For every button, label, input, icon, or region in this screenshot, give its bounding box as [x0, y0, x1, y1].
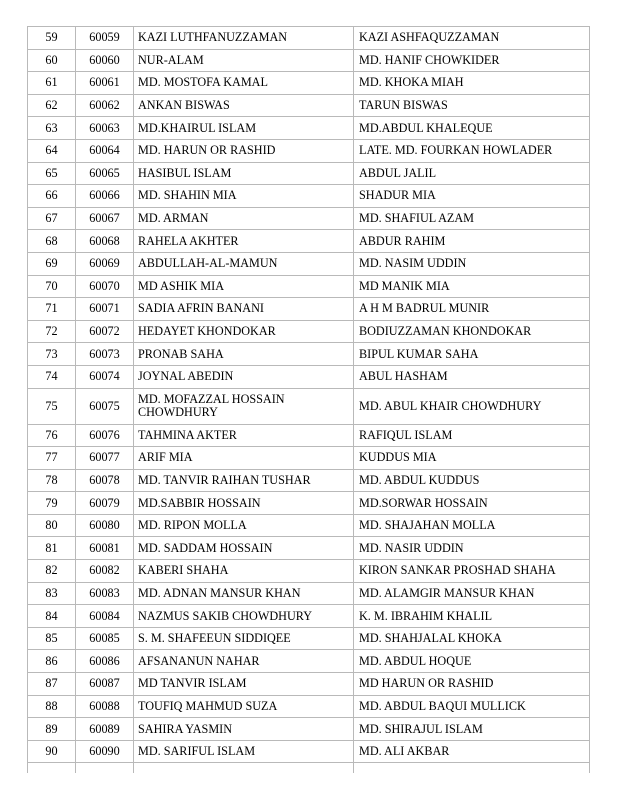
name-cell: MD. SARIFUL ISLAM [134, 740, 354, 763]
table-row-continuation [28, 763, 590, 773]
serial-cell: 60 [28, 49, 76, 72]
father-name-cell: MD. ABUL KHAIR CHOWDHURY [354, 388, 590, 424]
id-cell: 60089 [76, 718, 134, 741]
id-cell: 60090 [76, 740, 134, 763]
name-cell: RAHELA AKHTER [134, 230, 354, 253]
table-row [28, 560, 590, 583]
table-row [28, 740, 590, 763]
id-cell: 60065 [76, 162, 134, 185]
id-cell: 60062 [76, 94, 134, 117]
table-row [28, 650, 590, 673]
serial-cell: 85 [28, 627, 76, 650]
name-cell: MD.KHAIRUL ISLAM [134, 117, 354, 140]
serial-cell: 72 [28, 320, 76, 343]
serial-cell: 65 [28, 162, 76, 185]
father-name-cell: MD. NASIM UDDIN [354, 252, 590, 275]
name-cell: NAZMUS SAKIB CHOWDHURY [134, 605, 354, 628]
father-name-cell: MD. ABDUL BAQUI MULLICK [354, 695, 590, 718]
serial-cell: 82 [28, 560, 76, 583]
name-cell: MD. SHAHIN MIA [134, 185, 354, 208]
serial-cell: 69 [28, 252, 76, 275]
name-cell: HASIBUL ISLAM [134, 162, 354, 185]
name-cell: MD ASHIK MIA [134, 275, 354, 298]
name-cell: MD. SADDAM HOSSAIN [134, 537, 354, 560]
serial-cell: 66 [28, 185, 76, 208]
name-cell: JOYNAL ABEDIN [134, 365, 354, 388]
name-cell: TAHMINA AKTER [134, 424, 354, 447]
name-cell: ANKAN BISWAS [134, 94, 354, 117]
father-name-cell: K. M. IBRAHIM KHALIL [354, 605, 590, 628]
serial-cell: 77 [28, 447, 76, 470]
father-name-cell: MD HARUN OR RASHID [354, 673, 590, 696]
name-cell: S. M. SHAFEEUN SIDDIQEE [134, 627, 354, 650]
table-row [28, 252, 590, 275]
id-cell: 60086 [76, 650, 134, 673]
table-row [28, 185, 590, 208]
table-row [28, 424, 590, 447]
name-cell: MD. ADNAN MANSUR KHAN [134, 582, 354, 605]
id-cell: 60077 [76, 447, 134, 470]
father-name-cell: BODIUZZAMAN KHONDOKAR [354, 320, 590, 343]
serial-cell: 61 [28, 72, 76, 95]
father-name-cell: KIRON SANKAR PROSHAD SHAHA [354, 560, 590, 583]
name-cell: MD. HARUN OR RASHID [134, 139, 354, 162]
id-cell: 60063 [76, 117, 134, 140]
father-name-cell: MD. HANIF CHOWKIDER [354, 49, 590, 72]
father-name-cell: BIPUL KUMAR SAHA [354, 343, 590, 366]
serial-cell: 59 [28, 27, 76, 50]
serial-cell: 75 [28, 388, 76, 424]
table-row [28, 139, 590, 162]
table-row [28, 514, 590, 537]
name-cell: SADIA AFRIN BANANI [134, 298, 354, 321]
id-cell: 60081 [76, 537, 134, 560]
serial-cell: 70 [28, 275, 76, 298]
table-row [28, 207, 590, 230]
name-cell: MD. TANVIR RAIHAN TUSHAR [134, 469, 354, 492]
id-cell: 60083 [76, 582, 134, 605]
serial-cell: 76 [28, 424, 76, 447]
id-cell: 60079 [76, 492, 134, 515]
table-row [28, 162, 590, 185]
id-cell: 60059 [76, 27, 134, 50]
roster-table [27, 26, 590, 773]
serial-cell: 80 [28, 514, 76, 537]
father-name-cell: MD. SHIRAJUL ISLAM [354, 718, 590, 741]
table-row [28, 72, 590, 95]
name-cell: KAZI LUTHFANUZZAMAN [134, 27, 354, 50]
table-row [28, 94, 590, 117]
serial-cell: 89 [28, 718, 76, 741]
table-row [28, 492, 590, 515]
father-name-cell: ABUL HASHAM [354, 365, 590, 388]
id-cell: 60087 [76, 673, 134, 696]
name-cell: ARIF MIA [134, 447, 354, 470]
table-row [28, 537, 590, 560]
id-cell: 60088 [76, 695, 134, 718]
table-row [28, 298, 590, 321]
roster-body [28, 27, 590, 773]
father-name-cell: MD.ABDUL KHALEQUE [354, 117, 590, 140]
table-row [28, 695, 590, 718]
name-cell: MD. MOSTOFA KAMAL [134, 72, 354, 95]
father-name-cell: MD. ABDUL HOQUE [354, 650, 590, 673]
id-cell: 60068 [76, 230, 134, 253]
name-cell: SAHIRA YASMIN [134, 718, 354, 741]
name-cell: MD. ARMAN [134, 207, 354, 230]
id-cell: 60067 [76, 207, 134, 230]
table-row [28, 230, 590, 253]
table-row [28, 673, 590, 696]
father-name-cell: MD MANIK MIA [354, 275, 590, 298]
serial-cell: 86 [28, 650, 76, 673]
id-cell: 60076 [76, 424, 134, 447]
table-row [28, 27, 590, 50]
id-cell: 60074 [76, 365, 134, 388]
serial-cell: 90 [28, 740, 76, 763]
table-row [28, 320, 590, 343]
table-row [28, 117, 590, 140]
father-name-cell: SHADUR MIA [354, 185, 590, 208]
father-name-cell: ABDUL JALIL [354, 162, 590, 185]
table-row [28, 275, 590, 298]
id-cell: 60066 [76, 185, 134, 208]
father-name-cell: MD.SORWAR HOSSAIN [354, 492, 590, 515]
table-row [28, 627, 590, 650]
serial-cell: 63 [28, 117, 76, 140]
table-row [28, 49, 590, 72]
table-row [28, 343, 590, 366]
serial-cell: 78 [28, 469, 76, 492]
serial-cell: 68 [28, 230, 76, 253]
serial-cell: 73 [28, 343, 76, 366]
id-cell: 60069 [76, 252, 134, 275]
father-name-cell: KAZI ASHFAQUZZAMAN [354, 27, 590, 50]
father-name-cell: MD. SHAFIUL AZAM [354, 207, 590, 230]
table-row [28, 447, 590, 470]
id-cell: 60060 [76, 49, 134, 72]
name-cell: MD. RIPON MOLLA [134, 514, 354, 537]
serial-cell: 87 [28, 673, 76, 696]
name-cell: PRONAB SAHA [134, 343, 354, 366]
table-row [28, 365, 590, 388]
name-cell: KABERI SHAHA [134, 560, 354, 583]
father-name-cell: MD. KHOKA MIAH [354, 72, 590, 95]
father-name-cell: ABDUR RAHIM [354, 230, 590, 253]
father-name-cell: MD. ALAMGIR MANSUR KHAN [354, 582, 590, 605]
serial-cell: 64 [28, 139, 76, 162]
id-cell: 60072 [76, 320, 134, 343]
id-cell: 60071 [76, 298, 134, 321]
table-row [28, 582, 590, 605]
father-name-cell: MD. ABDUL KUDDUS [354, 469, 590, 492]
table-row [28, 388, 590, 424]
name-cell: MD TANVIR ISLAM [134, 673, 354, 696]
name-cell: MD. MOFAZZAL HOSSAIN CHOWDHURY [134, 388, 354, 424]
id-cell: 60075 [76, 388, 134, 424]
document-page [27, 26, 589, 773]
table-row [28, 605, 590, 628]
id-cell: 60080 [76, 514, 134, 537]
serial-cell: 79 [28, 492, 76, 515]
serial-cell: 83 [28, 582, 76, 605]
father-name-cell: MD. ALI AKBAR [354, 740, 590, 763]
serial-cell: 71 [28, 298, 76, 321]
serial-cell: 81 [28, 537, 76, 560]
name-cell: NUR-ALAM [134, 49, 354, 72]
id-cell: 60073 [76, 343, 134, 366]
father-name-cell: RAFIQUL ISLAM [354, 424, 590, 447]
father-name-cell: KUDDUS MIA [354, 447, 590, 470]
id-cell: 60061 [76, 72, 134, 95]
name-cell: MD.SABBIR HOSSAIN [134, 492, 354, 515]
serial-cell: 88 [28, 695, 76, 718]
name-cell: TOUFIQ MAHMUD SUZA [134, 695, 354, 718]
serial-cell: 62 [28, 94, 76, 117]
father-name-cell: LATE. MD. FOURKAN HOWLADER [354, 139, 590, 162]
name-cell: ABDULLAH-AL-MAMUN [134, 252, 354, 275]
father-name-cell: MD. NASIR UDDIN [354, 537, 590, 560]
name-cell: AFSANANUN NAHAR [134, 650, 354, 673]
table-row [28, 718, 590, 741]
id-cell: 60082 [76, 560, 134, 583]
name-cell: HEDAYET KHONDOKAR [134, 320, 354, 343]
serial-cell: 84 [28, 605, 76, 628]
table-row [28, 469, 590, 492]
id-cell: 60064 [76, 139, 134, 162]
father-name-cell: MD. SHAHJALAL KHOKA [354, 627, 590, 650]
serial-cell: 74 [28, 365, 76, 388]
serial-cell: 67 [28, 207, 76, 230]
id-cell: 60085 [76, 627, 134, 650]
id-cell: 60070 [76, 275, 134, 298]
father-name-cell: MD. SHAJAHAN MOLLA [354, 514, 590, 537]
father-name-cell: A H M BADRUL MUNIR [354, 298, 590, 321]
id-cell: 60084 [76, 605, 134, 628]
id-cell: 60078 [76, 469, 134, 492]
father-name-cell: TARUN BISWAS [354, 94, 590, 117]
